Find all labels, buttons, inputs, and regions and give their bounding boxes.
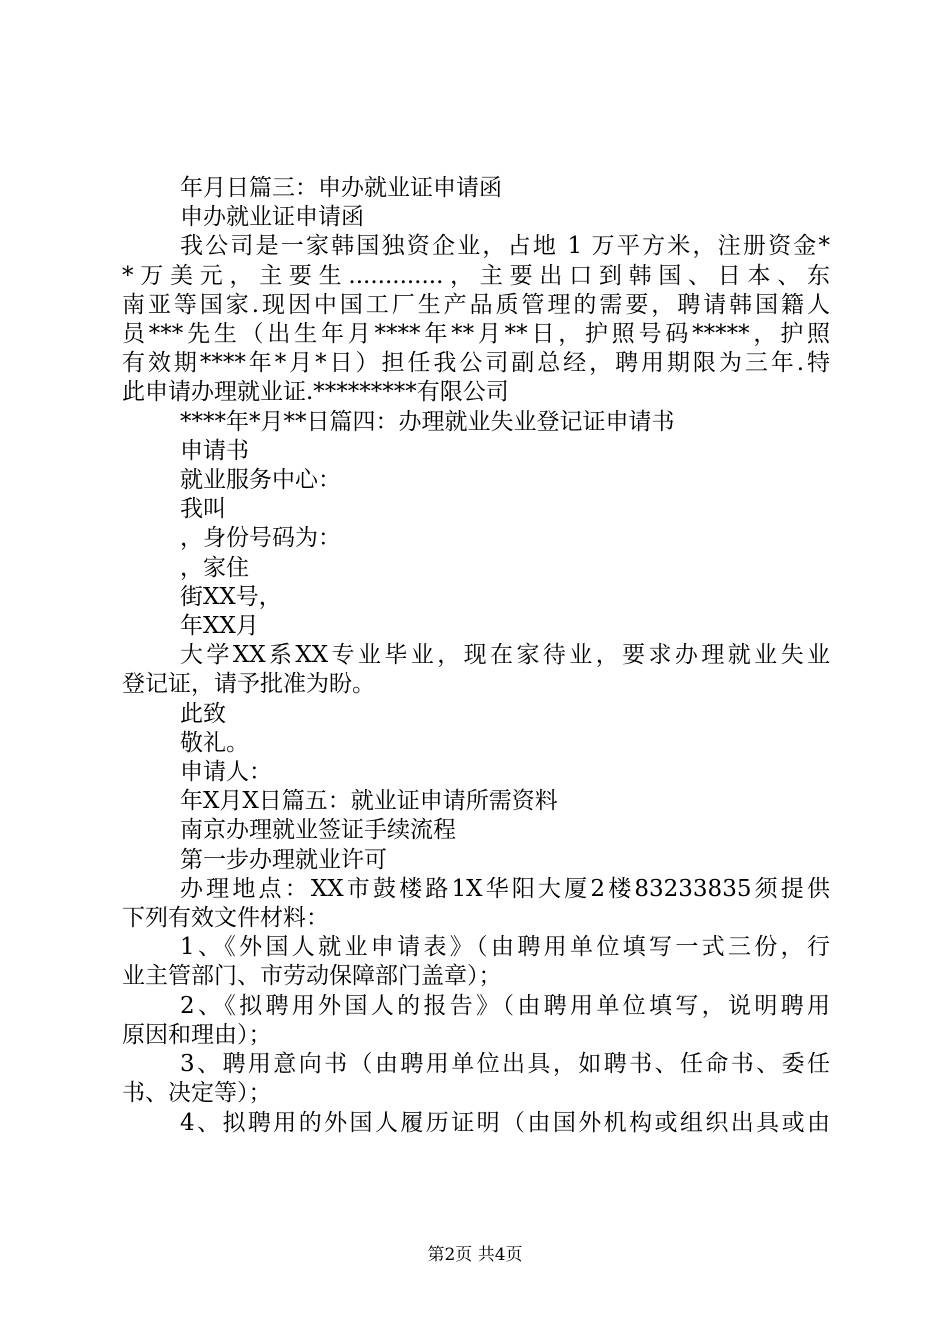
text-line: 2、《拟聘用外国人的报告》（由聘用单位填写，说明聘用 — [180, 992, 830, 1019]
text-line: 下列有效文件材料： — [122, 905, 329, 932]
text-line: 南亚等国家.现因中国工厂生产品质管理的需要，聘请韩国籍人 — [122, 291, 830, 318]
text-line: 申请人： — [180, 759, 272, 786]
text-line: 年XX月 — [180, 613, 259, 640]
text-line: 有效期****年*月*日）担任我公司副总经，聘用期限为三年.特 — [122, 350, 830, 377]
text-line: ****年*月**日篇四：办理就业失业登记证申请书 — [180, 408, 675, 435]
text-line: 年月日篇三：申办就业证申请函 — [180, 175, 502, 201]
document-body — [122, 174, 830, 1138]
text-line: 申办就业证申请函 — [180, 204, 364, 231]
text-line: 登记证，请予批准为盼。 — [122, 671, 375, 698]
text-line: ，身份号码为： — [180, 525, 341, 552]
text-line: 员***先生（出生年月****年**月**日，护照号码*****，护照 — [122, 321, 830, 348]
text-line: *万美元，主要生.............，主要出口到韩国、日本、东 — [122, 262, 830, 289]
text-line: 办理地点：XX市鼓楼路1X华阳大厦2楼83233835须提供 — [180, 875, 830, 902]
text-line: 年X月X日篇五：就业证申请所需资料 — [180, 788, 558, 815]
text-line: 业主管部门、市劳动保障部门盖章）； — [122, 963, 502, 990]
text-line: 第一步办理就业许可 — [180, 846, 387, 873]
text-line: 我叫 — [180, 496, 226, 523]
text-line: 此申请办理就业证.*********有限公司 — [122, 379, 509, 406]
text-line: 1、《外国人就业申请表》（由聘用单位填写一式三份，行 — [180, 934, 830, 961]
text-line: ，家住 — [180, 554, 249, 581]
text-line: 街XX号， — [180, 583, 282, 610]
text-line: 敬礼。 — [180, 729, 249, 756]
text-line: 大学XX系XX专业毕业，现在家待业，要求办理就业失业 — [180, 642, 830, 669]
text-line: 4、拟聘用的外国人履历证明（由国外机构或组织出具或由 — [180, 1109, 830, 1136]
text-line: 3、聘用意向书（由聘用单位出具，如聘书、任命书、委任 — [180, 1051, 830, 1078]
text-line: 申请书 — [180, 437, 249, 464]
text-line: 我公司是一家韩国独资企业，占地 1 万平方米，注册资金* — [180, 233, 830, 260]
text-line: 南京办理就业签证手续流程 — [180, 817, 456, 844]
text-line: 原因和理由）； — [122, 1021, 272, 1048]
page-footer: 第2页 共4页 — [427, 1245, 523, 1265]
text-line: 书、决定等）； — [122, 1080, 272, 1107]
text-line: 此致 — [180, 700, 226, 727]
text-line: 就业服务中心： — [180, 467, 341, 494]
